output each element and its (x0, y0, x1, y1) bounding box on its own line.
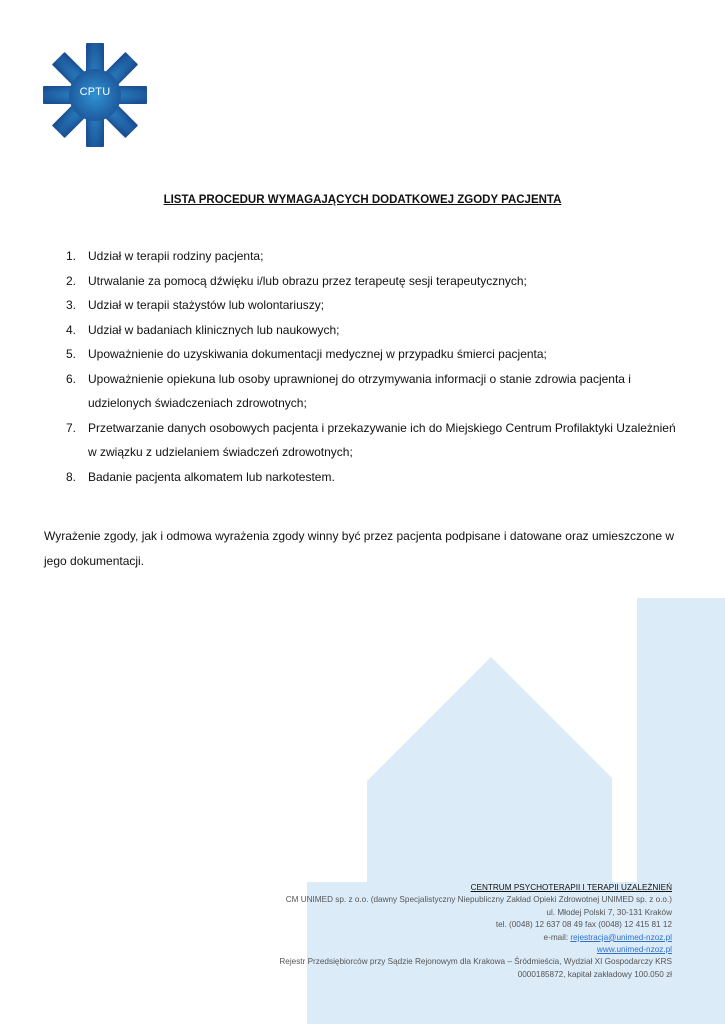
list-item-text: Przetwarzanie danych osobowych pacjenta i przekazywanie ich do Miejskiego Centrum Profilaktyki Uzależnień w związku z udzielaniem świadczeń zdrowotnych; (88, 420, 676, 459)
footer-email-row (232, 932, 672, 944)
list-item (44, 293, 684, 318)
list-item-number: 5. (66, 347, 77, 361)
footer (232, 882, 672, 981)
logo-text: CPTU (79, 86, 111, 98)
list-item-text: Udział w terapii rodziny pacjenta; (88, 249, 264, 263)
consent-paragraph: Wyrażenie zgody, jak i odmowa wyrażenia zgody winny być przez pacjenta podpisane i datowane oraz umieszczone w jego dokumentacji. (44, 529, 674, 568)
list-item-text: Badanie pacjenta alkomatem lub narkotestem. (88, 469, 335, 484)
list-item-text: Upoważnienie opiekuna lub osoby uprawnionej do otrzymywania informacji o stanie zdrowia pacjenta i udzielonych świadczeniach zdrowotnych; (88, 371, 631, 410)
footer-registry-line-1: Rejestr Przedsiębiorców przy Sądzie Rejonowym dla Krakowa – Śródmieścia, Wydział XI Gospodarczy KRS (279, 957, 672, 967)
list-item (44, 269, 684, 294)
list-item-number: 7. (66, 420, 77, 435)
list-item-number: 4. (66, 322, 77, 337)
list-item-number: 1. (66, 249, 77, 263)
footer-legal-name: CM UNIMED sp. z o.o. (dawny Specjalistyczny Niepubliczny Zakład Opieki Zdrowotnej UNIMED sp. z o.o.) (285, 895, 672, 905)
list-item-number: 2. (66, 273, 77, 288)
list-item (44, 318, 684, 343)
list-item (44, 244, 684, 269)
document-title: LISTA PROCEDUR WYMAGAJĄCYCH DODATKOWEJ ZGODY PACJENTA (163, 194, 562, 206)
list-item (44, 465, 684, 490)
list-item-number: 3. (66, 298, 77, 312)
list-item-number: 6. (66, 371, 77, 386)
list-item (44, 416, 684, 465)
footer-email-link[interactable]: rejestracja@unimed-nzoz.pl (570, 932, 672, 942)
footer-company-name: CENTRUM PSYCHOTERAPII I TERAPII UZALEŻNIEŃ (470, 883, 672, 892)
footer-phone: tel. (0048) 12 637 08 49 fax (0048) 12 415 81 12 (495, 920, 672, 930)
list-item-number: 8. (66, 469, 77, 484)
list-item (44, 342, 684, 367)
footer-email-label: e-mail: (543, 932, 571, 942)
procedure-list (44, 244, 684, 489)
footer-address: ul. Młodej Polski 7, 30-131 Kraków (546, 907, 672, 917)
list-item (44, 367, 684, 416)
list-item-text: Utrwalanie za pomocą dźwięku i/lub obrazu przez terapeutę sesji terapeutycznych; (88, 273, 527, 288)
list-item-text: Udział w badaniach klinicznych lub naukowych; (88, 322, 340, 337)
footer-website-link[interactable]: www.unimed-nzoz.pl (596, 945, 672, 955)
list-item-text: Udział w terapii stażystów lub wolontariuszy; (88, 298, 325, 312)
footer-registry-line-2: 0000185872, kapitał zakładowy 100.050 zł (517, 969, 672, 979)
list-item-text: Upoważnienie do uzyskiwania dokumentacji medycznej w przypadku śmierci pacjenta; (88, 347, 547, 361)
